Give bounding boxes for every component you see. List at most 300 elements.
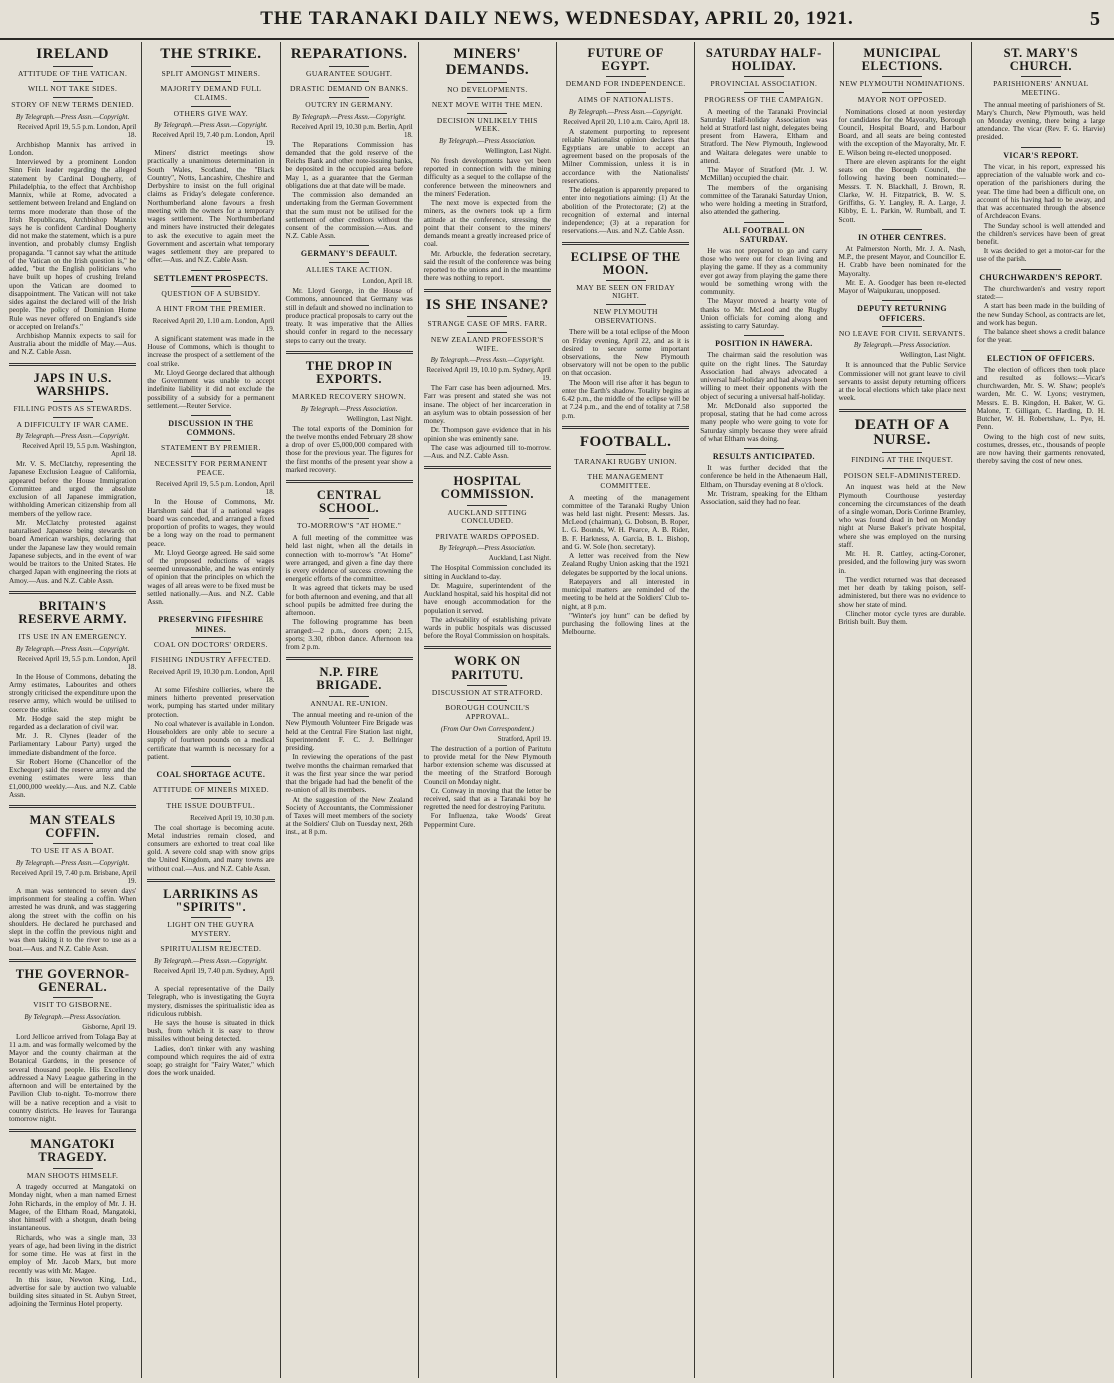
article-dateline: Received April 19, 10.10 p.m. Sydney, April 19. — [426, 366, 551, 383]
article-paragraph: At Palmerston North, Mr. J. A. Nash, M.P., the present Mayor, and Councillor E. H. Crabb have been nominated for the Mayoralty. — [838, 243, 966, 278]
article-body — [147, 824, 274, 873]
article-body — [839, 361, 966, 402]
divider — [9, 959, 136, 962]
article-byline: By Telegraph.—Press Assn.—Copyright. — [15, 112, 130, 121]
divider — [467, 113, 507, 114]
divider — [191, 456, 231, 457]
article — [839, 300, 966, 402]
article — [9, 805, 136, 953]
article-headline: HOSPITAL COMMISSION. — [440, 474, 535, 502]
divider — [467, 529, 507, 530]
divider — [744, 448, 784, 449]
article-dateline: Received April 19, 5.5 p.m. Washington, April 18. — [22, 442, 137, 459]
column-1 — [4, 42, 142, 1378]
article — [977, 47, 1105, 142]
article-dateline: Auckland, Last Night. — [488, 554, 551, 563]
divider — [329, 389, 369, 390]
article-paragraph: The members of the organising committee of the Taranaki Saturday Union, who were holding a meeting in Stratford, also attended the gathering. — [700, 182, 828, 217]
divider — [562, 242, 689, 245]
article-paragraph: Clincher motor cycle tyres are durable. British built. Buy them. — [838, 608, 966, 627]
article-headline: POSITION IN HAWERA. — [715, 339, 813, 349]
article-byline: By Telegraph.—Press Assn.—Copyright. — [15, 432, 130, 441]
article-subheading: ANNUAL RE-UNION. — [310, 698, 389, 708]
article-paragraph: Mr. Lloyd George, in the House of Commons, announced that Germany was still in default and showed no inclination to produce practical proposals to carry out the treaty. It was imperative that the Allies should confer in regard to the necessary steps to carry out the treaty. — [285, 286, 413, 345]
article-paragraph: At some Fifeshire collieries, where the miners hitherto prevented preservation work, pumping has started under military protection. — [147, 685, 275, 719]
divider — [467, 82, 507, 83]
article — [147, 415, 274, 606]
article-byline: By Telegraph.—Press Association. — [300, 404, 398, 413]
article-dateline: Received April 19, 5.5 p.m. London, April 18. — [155, 480, 275, 497]
article-headline: MINERS' DEMANDS. — [445, 46, 530, 78]
article-paragraph: Cr. Conway in moving that the letter be received, said that as a Taranaki boy he regretted the need for destroying Paritutu. — [423, 785, 551, 812]
divider — [53, 997, 93, 998]
article-subheading: SPIRITUALISM REJECTED. — [160, 944, 262, 954]
article-body — [147, 498, 274, 606]
article-subheading: NEXT MOVE WITH THE MEN. — [431, 100, 543, 110]
article-body — [147, 686, 274, 761]
article-paragraph: Mr. Arbuckle, the federation secretary, said the result of the conference was being reported to the unions and in the meantime there was nothing to report. — [423, 248, 551, 283]
article-headline: IN OTHER CENTRES. — [857, 232, 947, 242]
article-dateline: London, April 18. — [362, 277, 413, 286]
article-paragraph: "Winter's joy hunt" can be defied by purchasing the following lines at the Melbourne. — [562, 610, 690, 637]
article-paragraph: The destruction of a portion of Paritutu to provide metal for the New Plymouth harbor extension scheme was discussed at the meeting of the Stratford Borough Council on Monday night. — [423, 743, 551, 786]
article-body — [977, 366, 1105, 466]
article — [977, 269, 1105, 345]
article-paragraph: Mr. H. R. Cattley, acting-Coroner, presided, and the following jury was sworn in. — [838, 549, 966, 575]
divider — [467, 332, 507, 333]
article-headline: FOOTBALL. — [579, 433, 672, 450]
divider — [329, 518, 369, 519]
article-paragraph: Mr. McDonald also supported the proposal, stating that he had come across many people who were going to vote for Saturday simply because they were afraid of what Eltham was doing. — [700, 400, 828, 443]
article-subheading: A DIFFICULTY IF WAR CAME. — [16, 419, 129, 429]
article-subheading: MAY BE SEEN ON FRIDAY NIGHT. — [576, 282, 676, 301]
divider — [424, 466, 551, 469]
article-dateline: Received April 19, 10.30 p.m. Berlin, April 18. — [291, 122, 413, 139]
article — [562, 242, 689, 420]
article — [700, 448, 827, 506]
article-body — [700, 108, 827, 217]
article-subheading: PRIVATE WARDS OPPOSED. — [435, 531, 540, 541]
article-paragraph: Mr. McClatchy protested against naturalised Japanese being stewards on board American warships, declaring that under the Japanese law they would remain Japanese subjects, and in the event of war would be traitors to the United States. He charged Japan with engineering the riots at Amoy.—Aus. and N.Z. Cable Assn. — [9, 517, 137, 585]
article-body — [424, 745, 551, 829]
article-paragraph: In the House of Commons, debating the Army estimates, Labourites and others strongly criticised the expenditure upon the reserve army, which would be utilised to coerce the strike. — [9, 671, 137, 714]
article-body — [977, 163, 1105, 264]
divider — [467, 685, 507, 686]
article-paragraph: The Hospital Commission concluded its sitting in Auckland to-day. — [423, 563, 551, 581]
divider — [329, 262, 369, 263]
article-paragraph: Mr. Lloyd George agreed. He said some of the proposed reductions of wages seemed unreasonable, and he was entirely of opinion that the principles on which the wages of all areas were to be fixed must be settled nationally.—Aus. and N.Z. Cable Assn. — [147, 547, 275, 607]
article-byline: By Telegraph.—Press Assn.—Copyright. — [154, 121, 268, 130]
divider — [424, 289, 551, 292]
article-dateline: Received April 19, 5.5 p.m. London, April 18. — [17, 122, 137, 139]
article-subheading: WILL NOT TAKE SIDES. — [27, 84, 118, 94]
article-subheading: OTHERS GIVE WAY. — [173, 108, 249, 118]
article-paragraph: Mr. E. A. Goodger has been re-elected Mayor of Waipukurau, unopposed. — [838, 277, 966, 296]
article-paragraph: Mr. Lloyd George declared that although the Government was unable to accept indefinite liability it did not exclude the possibility of a subsidy for a permanent settlement.—Reuter Service. — [147, 367, 275, 410]
article-body — [562, 328, 689, 420]
divider — [882, 326, 922, 327]
article-subheading: QUESTION OF A SUBSIDY. — [161, 288, 261, 298]
article-paragraph: At the suggestion of the New Zealand Society of Accountants, the Commissioner of Taxes will meet members of the society at the Soldiers' Club on Tuesday next, 26th inst., at 8 p.m. — [285, 794, 413, 837]
column-3 — [281, 42, 419, 1378]
divider — [562, 426, 689, 429]
article-body — [700, 247, 827, 330]
article-paragraph: In this issue, Newton King, Ltd., advertise for sale by auction two valuable building sites situated in St. Aubyn Street, adjoining the Terminus Hotel property. — [9, 1274, 137, 1309]
divider — [53, 81, 93, 82]
article-paragraph: A special representative of the Daily Telegraph, who is investigating the Guyra mystery, dismisses the spiritualistic idea as ridiculous rubbish. — [147, 984, 275, 1018]
article-dateline: Received April 19, 10.30 p.m. London, April 18. — [148, 668, 275, 684]
article-headline: COAL SHORTAGE ACUTE. — [156, 770, 266, 780]
article-headline: WORK ON PARITUTU. — [451, 654, 524, 682]
article — [286, 245, 413, 344]
divider — [286, 351, 413, 354]
article — [286, 47, 413, 240]
article — [9, 47, 136, 357]
article-byline: By Telegraph.—Press Assn.—Copyright. — [292, 112, 406, 121]
article — [700, 47, 827, 217]
article-subheading: AIMS OF NATIONALISTS. — [577, 94, 674, 104]
article-headline: IS SHE INSANE? — [425, 296, 549, 313]
divider — [329, 66, 369, 67]
article — [977, 147, 1105, 264]
article-paragraph: Archbishop Mannix expects to sail for Australia about the middle of May.—Aus. and N.Z. Cable Assn. — [9, 331, 137, 357]
article-body — [839, 483, 966, 626]
article-body — [839, 108, 966, 224]
column-6 — [695, 42, 833, 1378]
divider — [286, 480, 413, 483]
article-headline: THE STRIKE. — [160, 46, 262, 62]
article-subheading: AUCKLAND SITTING CONCLUDED. — [447, 507, 528, 526]
article-paragraph: An inquest was held at the New Plymouth Courthouse yesterday concerning the circumstances of the death of a single woman, Doris Corinne Bramley, who was found dead in bed on Monday night at Nurse Baker's private hospital, where she was employed on the nursing staff. — [838, 482, 966, 549]
divider — [191, 66, 231, 67]
article-byline: By Telegraph.—Press Assn.—Copyright. — [15, 644, 130, 653]
divider — [286, 657, 413, 660]
divider — [53, 843, 93, 844]
article-paragraph: A letter was received from the New Zealand Rugby Union asking that the 1921 delegates be supported by the local unions. — [562, 551, 690, 577]
article-paragraph: Owing to the high cost of new suits, costumes, dresses, etc., thousands of people are now having their garments renovated, thereby saving the cost of new ones. — [976, 431, 1105, 466]
article-paragraph: Mr. Hodge said the step might be regarded as a declaration of civil war. — [9, 713, 137, 732]
article — [424, 47, 551, 283]
article-paragraph: Ladies, don't tinker with any washing compound which requires the aid of extra soap; go straight for "Fairy Water," which does the work unaided. — [147, 1043, 275, 1078]
article — [424, 466, 551, 640]
columns-container — [4, 42, 1110, 1378]
article-body — [562, 494, 689, 637]
article-paragraph: A full meeting of the committee was held last night, when all the details in connection with to-morrow's "At Home" were arranged, and given a fine day there is every evidence of success crowning the energetic efforts of the committee. — [285, 533, 413, 584]
article — [700, 222, 827, 331]
article-subheading: NECESSITY FOR PERMANENT PEACE. — [154, 459, 268, 477]
article-paragraph: The coal shortage is becoming acute. Metal industries remain closed, and consumers are exhorted to treat coal like gold. A severe cold snap with snow grips the United Kingdom, and many towns are without coal.—Aus. and N.Z. Cable Assn. — [147, 822, 275, 873]
article-headline: DEATH OF A NURSE. — [854, 416, 950, 449]
article-body — [424, 157, 551, 283]
article-headline: IRELAND — [36, 46, 109, 62]
divider — [191, 301, 231, 302]
article-paragraph: In the House of Commons, Mr. Hartshorn said that if a national wages board was conceded, and arranged a fixed proportion of profits to wages, they would be a long way on the road to permanent peace. — [147, 497, 275, 548]
article-subheading: TO-MORROW'S "AT HOME." — [297, 521, 402, 531]
masthead — [0, 0, 1114, 40]
article-paragraph: The commission also demanded an undertaking from the German Government that the sum must not be utilised for the settlement of other creditors without the consent of the commission.—Aus. and N.Z. Cable Assn. — [285, 190, 413, 241]
divider — [606, 469, 646, 470]
article-paragraph: The churchwarden's and vestry report stated:— — [976, 283, 1105, 302]
article-byline: By Telegraph.—Press Assn.—Copyright. — [568, 107, 683, 116]
divider — [1021, 350, 1061, 351]
article-body — [9, 887, 136, 953]
divider — [606, 76, 646, 77]
article-subheading: DISCUSSION AT STRATFORD. — [431, 687, 543, 697]
article-subheading: DEMAND FOR INDEPENDENCE. — [565, 79, 686, 89]
article-subheading: COAL ON DOCTORS' ORDERS. — [153, 639, 268, 649]
divider — [329, 245, 369, 246]
divider — [744, 335, 784, 336]
divider — [191, 941, 231, 942]
article-body — [286, 287, 413, 345]
article-paragraph: Archbishop Mannix has arrived in London. — [9, 139, 137, 157]
column-8 — [972, 42, 1110, 1378]
article-dateline: Wellington, Last Night. — [346, 414, 413, 423]
article-paragraph: A significant statement was made in the House of Commons, which is thought to increase the prospect of a settlement of the coal strike. — [147, 333, 275, 368]
article — [424, 646, 551, 828]
article-subheading: POISON SELF-ADMINISTERED. — [843, 470, 961, 480]
article-subheading: MAYOR NOT OPPOSED. — [857, 94, 947, 104]
article — [839, 47, 966, 224]
article-paragraph: Dr. Thompson gave evidence that in his opinion she was eminently sane. — [423, 425, 551, 443]
article-paragraph: The total exports of the Dominion for the twelve months ended February 28 show a drop of over £5,000,000 compared with those for the previous year. The figures for the first months of the present year show a marked recovery. — [285, 423, 413, 474]
divider — [191, 81, 231, 82]
article-subheading: THE ISSUE DOUBTFUL. — [166, 800, 256, 810]
divider — [191, 106, 231, 107]
article-byline: By Telegraph.—Press Association. — [439, 544, 536, 553]
divider — [191, 440, 231, 441]
article-paragraph: A statement purporting to represent reliable Nationalist opinion declares that Egyptians are unable to accept an agreement based on the proposals of the Milner Commission, unless it is in accordance with the Nationalists' reservations. — [562, 126, 690, 185]
page-number: 5 — [1090, 8, 1100, 30]
divider — [53, 401, 93, 402]
column-4 — [419, 42, 557, 1378]
article-paragraph: He says the house is situated in thick bush, from which it is easy to throw missiles without being detected. — [147, 1018, 275, 1044]
article-paragraph: The delegation is apparently prepared to enter into negotiations aiming: (1) At the abolition of the Protectorate; (2) at the recognition of external and internal independence; (3) at a reparation for reservations.—Aus. and N.Z. Cable Assn. — [562, 185, 690, 236]
divider — [191, 611, 231, 612]
divider — [53, 417, 93, 418]
article-subheading: NEW ZEALAND PROFESSOR'S WIFE. — [430, 334, 544, 353]
article-paragraph: There are eleven aspirants for the eight seats on the Borough Council, the following having been nominated:—Messrs. T. N. Blackhall, J. Brown, R. Clarke, W. H. Fitzpatrick, B. W. S. Griffiths, G. Y. Langley, R. A. Large, J. Kibby, E. L. Parkin, W. Rumball, and T. Scott. — [838, 156, 966, 224]
article — [286, 480, 413, 651]
article-paragraph: The chairman said the resolution was quite on the right lines. The Saturday Association had always advocated a universal half-holiday and had always been willing to meet their opponents with the object of securing a universal half-holiday. — [700, 350, 828, 401]
article-subheading: STORY OF NEW TERMS DENIED. — [11, 100, 135, 109]
divider — [467, 700, 507, 701]
article-subheading: ATTITUDE OF MINERS MIXED. — [152, 785, 269, 795]
article-subheading: GUARANTEE SOUGHT. — [306, 68, 393, 78]
article-dateline: Stratford, April 19. — [497, 734, 551, 743]
article-subheading: FISHING INDUSTRY AFFECTED. — [150, 655, 272, 665]
article-headline: SETTLEMENT PROSPECTS. — [153, 273, 269, 283]
article-byline: By Telegraph.—Press Assn.—Copyright. — [15, 859, 130, 867]
article-headline: LARRIKINS AS "SPIRITS". — [163, 886, 259, 915]
divider — [606, 304, 646, 305]
divider — [839, 409, 966, 412]
article-headline: ST. MARY'S CHURCH. — [1003, 46, 1079, 74]
article-body — [9, 1033, 136, 1124]
article-paragraph: It was decided to get a motor-car for the use of the parish. — [976, 246, 1105, 264]
article-headline: VICAR'S REPORT. — [1003, 150, 1079, 160]
article — [147, 766, 274, 873]
article — [9, 591, 136, 799]
article-paragraph: The balance sheet shows a credit balance for the year. — [976, 327, 1105, 345]
article-byline: By Telegraph.—Press Assn.—Copyright. — [430, 356, 545, 365]
article — [147, 611, 274, 761]
article — [147, 47, 274, 265]
article-body — [9, 141, 136, 357]
article-paragraph: The Reparations Commission has demanded that the gold reserve of the Reichs Bank and other note-issuing banks, be deposited in the occupied area before May 1, as a guarantee that the German obligations due at that date will be made. — [285, 139, 413, 190]
article-body — [9, 460, 136, 585]
article-body — [9, 673, 136, 800]
article-headline: DEPUTY RETURNING OFFICERS. — [857, 304, 948, 323]
article-subheading: SPLIT AMONGST MINERS. — [161, 68, 261, 78]
article-dateline: Gisborne, April 19. — [82, 1022, 137, 1031]
article-subheading: LIGHT ON THE GUYRA MYSTERY. — [167, 920, 255, 938]
column-2 — [142, 42, 280, 1378]
article-paragraph: In reviewing the operations of the past twelve months the chairman remarked that it was the first year since the war period that the brigade had had the benefit of the re-union of all its members. — [285, 752, 413, 795]
article-subheading: ITS USE IN AN EMERGENCY. — [18, 631, 127, 641]
article-subheading: MARKED RECOVERY SHOWN. — [292, 392, 407, 402]
article-subheading: NO LEAVE FOR CIVIL SERVANTS. — [838, 328, 966, 338]
article-headline: ELECTION OF OFFICERS. — [986, 353, 1095, 363]
article-headline: FUTURE OF EGYPT. — [587, 46, 664, 74]
article-headline: THE GOVERNOR-GENERAL. — [15, 966, 130, 994]
article-paragraph: The Mayor of Stratford (Mr. J. W. McMillan) occupied the chair. — [700, 165, 828, 183]
article-body — [562, 128, 689, 236]
article-byline: By Telegraph.—Press Assn.—Copyright. — [154, 957, 268, 966]
article-dateline: Received April 19, 5.5 p.m. London, April 18. — [17, 654, 137, 671]
newspaper-title: THE TARANAKI DAILY NEWS, WEDNESDAY, APRIL 20, 1921. — [260, 8, 854, 29]
divider — [191, 917, 231, 918]
article-headline: ECLIPSE OF THE MOON. — [570, 249, 681, 277]
article-subheading: STATEMENT BY PREMIER. — [161, 443, 261, 453]
divider — [606, 454, 646, 455]
article-headline: RESULTS ANTICIPATED. — [712, 452, 815, 462]
article-paragraph: The advisability of establishing private wards in public hospitals was discussed before the Royal Commission on hospitals. — [423, 614, 551, 641]
article-body — [700, 351, 827, 443]
article-body — [286, 141, 413, 241]
article-paragraph: The Mayor moved a hearty vote of thanks to Mr. McLeod and the Rugby Union officials for coming along and assisting to carry Saturday. — [700, 296, 828, 331]
article-subheading: VISIT TO GISBORNE. — [33, 1000, 113, 1010]
article-paragraph: Nominations closed at noon yesterday for candidates for the Mayoralty, Borough Council, Hospital Board, and Harbour Board, and all seats are being contested with the exception of the Mayoralty, Mr. F. E. Wilson being re-elected unopposed. — [838, 106, 966, 157]
article — [562, 426, 689, 637]
article-byline: By Telegraph.—Press Association. — [853, 341, 951, 350]
article-paragraph: A meeting of the Taranaki Provincial Saturday Half-holiday Association was held at Stratford last night, delegates being present from Hawera, Eltham and Stratford. The New Plymouth, Inglewood and Waitara delegates were unable to attend. — [700, 106, 828, 165]
article — [147, 879, 274, 1078]
article-subheading: STRANGE CASE OF MRS. FARR. — [427, 319, 548, 329]
article-paragraph: The Sunday school is well attended and the children's services have been of great benefit. — [976, 220, 1105, 246]
article-body — [147, 985, 274, 1078]
article-headline: CENTRAL SCHOOL. — [316, 488, 382, 516]
article-subheading: FILLING POSTS AS STEWARDS. — [13, 403, 132, 413]
article-headline: DISCUSSION IN THE COMMONS. — [168, 419, 254, 438]
article-headline: THE DROP IN EXPORTS. — [305, 358, 393, 387]
article-byline: By Telegraph.—Press Association. — [439, 137, 536, 145]
article-paragraph: The verdict returned was that deceased met her death by taking poison, self-administered, but there was no evidence to show her state of mind. — [838, 574, 966, 609]
article — [286, 351, 413, 474]
divider — [882, 92, 922, 93]
article-subheading: PROGRESS OF THE CAMPAIGN. — [704, 94, 824, 104]
article-subheading: FINDING AT THE INQUEST. — [851, 455, 954, 465]
article-dateline: Wellington, Last Night. — [899, 351, 966, 360]
divider — [147, 879, 274, 882]
article-body — [147, 149, 274, 264]
article-body — [9, 1183, 136, 1309]
article-body — [286, 534, 413, 651]
article-subheading: ATTITUDE OF THE VATICAN. — [18, 68, 128, 78]
article-headline: CHURCHWARDEN'S REPORT. — [979, 272, 1103, 282]
article-paragraph: Miners' district meetings show practically a unanimous determination in South Wales, Scotland, the "Black Country", Notts, Lancashire, Cheshire and Derbyshire to insist on the full original claims as Friday's delegate conference. Northumberland alone favours a fresh meeting with the owners for a temporary wages settlement. The Northumberland and miners have instructed their delegates to ask the executive to again meet the Government and ascertain what temporary wages settlement they are prepared to offer.—Aus. and N.Z. Cable Assn. — [147, 148, 275, 265]
article-headline: SATURDAY HALF-HOLIDAY. — [705, 46, 822, 74]
article-headline: MUNICIPAL ELECTIONS. — [861, 46, 943, 74]
article-body — [700, 464, 827, 506]
article-paragraph: There will be a total eclipse of the Moon on Friday evening, April 22, and as it is desired to secure some important observations, the New Plymouth observatory will not be open to the public on that occasion. — [562, 327, 690, 378]
divider — [9, 591, 136, 594]
article-paragraph: Interviewed by a prominent London Sinn Fein leader regarding the alleged statement by Cardinal Dougherty, of Philadelphia, to the effect that Archbishop Mannix, while at Rome, advocated a settlement between Ireland and England on terms more moderate than those of the Irish Republicans, Archbishop Mannix says he is confident Cardinal Dougherty did not make the statement, which is a pure invention, and probably clumsy English propaganda. "I cannot say what the attitude of the Vatican on the Irish question is," he added, "but the English politicians who have built up hopes of crushing Ireland upon the Vatican are doomed to disappointment. The Vatican will not take sides against the declared will of the Irish people. The policy of Dominion Home Rule was never offered on England's side or accepted on Ireland's." — [9, 157, 137, 331]
column-7 — [834, 42, 972, 1378]
article-paragraph: The vicar, in his report, expressed his appreciation of the valuable work and co-operation of the parishioners during the year. The time had been a difficult one, on account of his having had to be away, and that was accentuated through the absence of Archdeacon Evans. — [976, 161, 1105, 221]
divider — [424, 646, 551, 649]
divider — [329, 696, 369, 697]
article — [9, 363, 136, 585]
article-byline: (From Our Own Correspondent.) — [440, 724, 534, 733]
divider — [9, 363, 136, 366]
divider — [53, 97, 93, 98]
article-headline: GERMANY'S DEFAULT. — [300, 249, 398, 259]
article-paragraph: The Farr case has been adjourned. Mrs. Farr was present and stated she was not insane. The object of her incarceration in an asylum was to obtain possession of her money. — [423, 383, 551, 426]
article-subheading: PROVINCIAL ASSOCIATION. — [710, 79, 818, 89]
divider — [606, 92, 646, 93]
article-subheading: BOROUGH COUNCIL'S APPROVAL. — [445, 703, 530, 721]
article-paragraph: Mr. Tristram, speaking for the Eltham Association, said they had no fear. — [700, 488, 828, 507]
divider — [744, 76, 784, 77]
article-paragraph: A meeting of the management committee of the Taranaki Rugby Union was held last night. Present: Messrs. Jas. McLeod (chairman), G. Dobson, B. Roper, L. G. Bounds, W. H. Pearce, A. B. Rider, B. F. Harkness, A. Garcia, B. L. Bishop, and G. W. Sole (hon. secretary). — [562, 492, 690, 551]
article — [286, 657, 413, 836]
article — [977, 350, 1105, 466]
article-subheading: NEW PLYMOUTH NOMINATIONS. — [839, 79, 965, 89]
divider — [329, 97, 369, 98]
article-headline: MAN STEALS COFFIN. — [29, 813, 116, 841]
divider — [329, 81, 369, 82]
divider — [191, 782, 231, 783]
article-dateline: Received April 20, 1.10 a.m. London, April 19. — [152, 316, 275, 333]
article-paragraph: It was agreed that tickets may be used for both afternoon and evening, and that all school pupils be admitted free during the afternoon. — [285, 583, 413, 618]
article-subheading: ALLIES TAKE ACTION. — [306, 264, 393, 274]
article-paragraph: The following programme has been arranged:—2 p.m., doors open; 2.15, sports; 3.30, ribbon dance. Afternoon tea from 2 p.m. — [285, 617, 413, 652]
article-headline: REPARATIONS. — [290, 46, 408, 62]
divider — [191, 652, 231, 653]
divider — [191, 415, 231, 416]
article-body — [977, 101, 1105, 142]
article-dateline: Received April 19, 7.40 p.m. Brisbane, April 19. — [10, 869, 137, 885]
article-byline: By Telegraph.—Press Association. — [24, 1012, 121, 1021]
article-paragraph: A man was sentenced to seven days' imprisonment for stealing a coffin. When arrested he was drunk, and was staggering along the street with the coffin on his shoulders. He declared he purchased and slept in the coffin the previous night and was then taking it to the river to use as a boat.—Aus. and N.Z. Cable Assn. — [9, 886, 137, 953]
divider — [1021, 76, 1061, 77]
article — [839, 229, 966, 296]
article-body — [424, 384, 551, 460]
article-paragraph: No coal whatever is available in London. Householders are only able to secure a supply of fourteen pounds on a medical certificate that warmth is necessary for a patient. — [147, 718, 275, 761]
article-subheading: OUTCRY IN GERMANY. — [305, 100, 394, 109]
article-body — [286, 711, 413, 837]
article-paragraph: It is announced that the Public Service Commissioner will not grant leave to civil servants to assist deputy returning officers at the local elections which take place next week. — [838, 360, 966, 403]
article-paragraph: The next move is expected from the miners, as the owners took up a firm attitude at the conference, stressing the point that their consent to the miners' demands meant a greatly increased price of coal. — [423, 198, 551, 249]
article — [424, 289, 551, 461]
article-paragraph: Mr. V. S. McClatchy, representing the Japanese Exclusion League of California, appeared before the House Immigration Committee and urged the absolute exclusion of all Japanese immigration, withholding American citizenship from all members of the yellow race. — [9, 459, 137, 518]
article-dateline: Wellington, Last Night. — [485, 147, 551, 155]
article-paragraph: Richards, who was a single man, 33 years of age, had been living in the district for some time. He was at first in the employ of Mr. Jacob Marx, but more recently was with Mr. Magee. — [9, 1232, 137, 1275]
article-subheading: PARISHIONERS' ANNUAL MEETING. — [993, 79, 1089, 97]
article-paragraph: A start has been made in the building of the new Sunday School, as contracts are let, and work has begun. — [976, 301, 1106, 327]
article-headline: N.P. FIRE BRIGADE. — [316, 665, 382, 693]
